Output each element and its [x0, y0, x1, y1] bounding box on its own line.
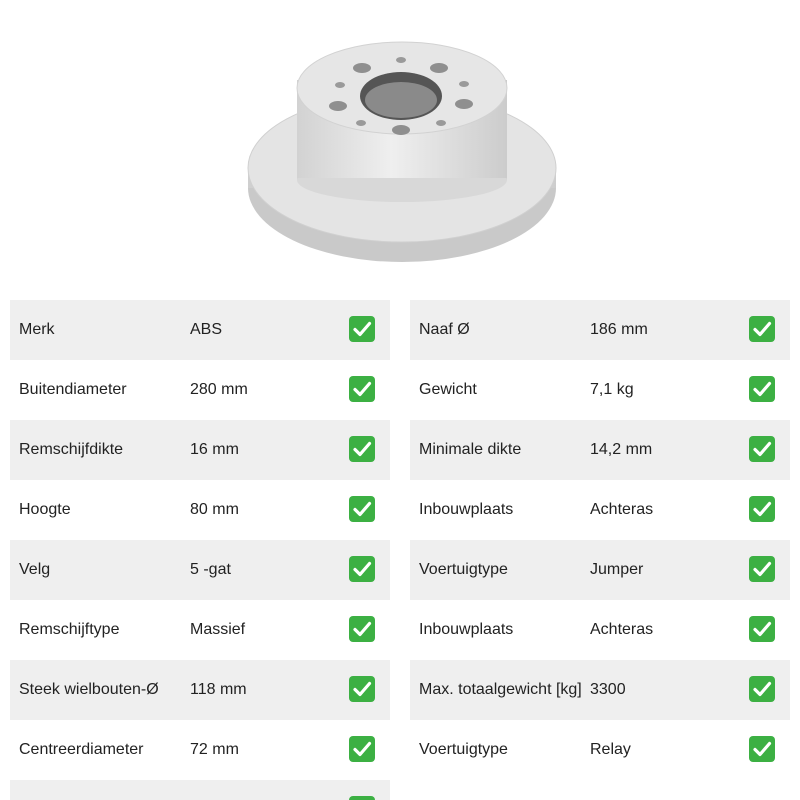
spec-value: 5 -gat	[190, 561, 231, 578]
spec-row	[410, 720, 790, 780]
spec-value: Massief	[190, 621, 246, 638]
spec-row	[10, 720, 390, 780]
spec-table-left	[10, 300, 390, 800]
spec-row	[10, 300, 390, 360]
spec-label: Inbouwplaats	[419, 621, 514, 638]
spec-label: Max. totaalgewicht [kg]	[419, 681, 582, 698]
check-mark-icon	[349, 436, 375, 462]
spec-label: Buitendiameter	[19, 381, 127, 398]
spec-row	[10, 360, 390, 420]
check-mark-icon	[749, 736, 775, 762]
spec-row	[10, 660, 390, 720]
spec-value: 280 mm	[190, 381, 248, 398]
check-mark-icon	[749, 556, 775, 582]
check-mark-icon	[349, 676, 375, 702]
spec-label: Gewicht	[419, 381, 477, 398]
check-mark-icon	[349, 556, 375, 582]
spec-row	[410, 600, 790, 660]
spec-value: 3300	[590, 681, 626, 698]
check-mark-icon	[349, 616, 375, 642]
spec-value: Achteras	[590, 621, 654, 638]
spec-row	[410, 480, 790, 540]
check-mark-icon	[749, 376, 775, 402]
spec-value: 7,1 kg	[590, 381, 634, 398]
spec-row	[10, 540, 390, 600]
spec-value: 186 mm	[590, 321, 648, 338]
spec-label: Voertuigtype	[419, 741, 508, 758]
spec-label: Remschijfdikte	[19, 441, 124, 458]
spec-value: ABS	[190, 321, 223, 338]
brake-disc-icon	[240, 38, 562, 268]
spec-label: Voertuigtype	[419, 561, 508, 578]
spec-value: Achteras	[590, 501, 654, 518]
spec-value: 118 mm	[190, 681, 247, 698]
check-mark-icon	[749, 616, 775, 642]
spec-row	[410, 660, 790, 720]
spec-label: Remschijftype	[19, 621, 120, 638]
check-mark-icon	[749, 496, 775, 522]
spec-value: Jumper	[590, 561, 644, 578]
spec-label: Naaf Ø	[419, 321, 470, 338]
spec-row	[10, 780, 390, 800]
spec-row	[10, 480, 390, 540]
spec-row	[410, 300, 790, 360]
spec-label: Merk	[19, 321, 55, 338]
spec-value: 80 mm	[190, 501, 239, 518]
spec-row	[10, 600, 390, 660]
check-mark-icon	[749, 316, 775, 342]
spec-row	[410, 540, 790, 600]
check-mark-icon	[349, 736, 375, 762]
spec-label: Centreerdiameter	[19, 741, 144, 758]
check-mark-icon	[349, 796, 375, 800]
spec-row	[410, 420, 790, 480]
spec-value: 14,2 mm	[590, 441, 653, 458]
spec-label: Steek wielbouten-Ø	[19, 681, 159, 698]
spec-row	[410, 360, 790, 420]
spec-value: 16 mm	[190, 441, 239, 458]
brake-disc-image	[240, 38, 562, 268]
check-mark-icon	[349, 376, 375, 402]
check-mark-icon	[749, 676, 775, 702]
spec-label: Hoogte	[19, 501, 71, 518]
spec-label: Minimale dikte	[419, 441, 522, 458]
check-mark-icon	[349, 316, 375, 342]
spec-value: Relay	[590, 741, 631, 758]
spec-label: Velg	[19, 561, 51, 578]
check-mark-icon	[349, 496, 375, 522]
spec-table-right	[410, 300, 790, 780]
spec-row	[10, 420, 390, 480]
spec-value: 72 mm	[190, 741, 239, 758]
spec-label: Inbouwplaats	[419, 501, 514, 518]
check-mark-icon	[749, 436, 775, 462]
